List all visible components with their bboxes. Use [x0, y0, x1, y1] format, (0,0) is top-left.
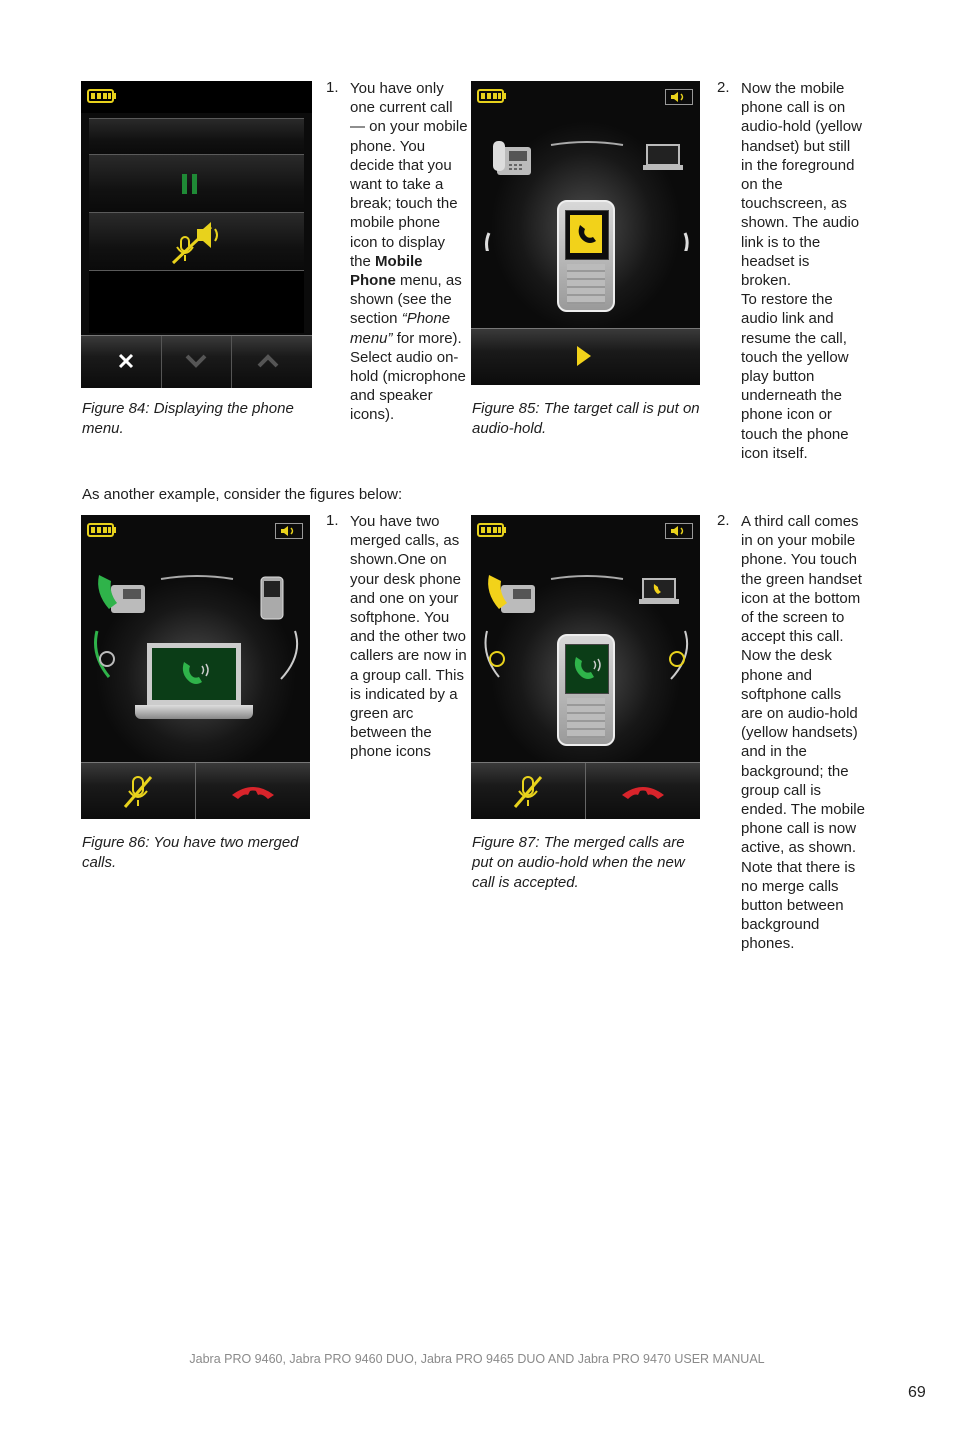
speaker-icon: [275, 523, 303, 539]
desk-phone-active-icon[interactable]: [95, 571, 151, 621]
resume-play-button[interactable]: [471, 328, 700, 385]
mute-mic-speaker-icon: [167, 219, 227, 267]
step-2b-text: [741, 512, 865, 954]
step-text: You have two merged calls, as shown.One on your desk phone and one on your softphone. You and the other two callers are now in a group call. This is indicated by a green arc between the phone icons: [350, 513, 467, 761]
figure-87-screen: [471, 515, 700, 819]
status-bar: [81, 81, 312, 113]
end-call-icon: [620, 781, 666, 801]
pause-icon: [181, 173, 199, 195]
call-action-bar: [81, 762, 310, 819]
figure-84-screen: [81, 81, 312, 388]
step-number: 1.: [326, 79, 339, 96]
page-number: 69: [908, 1384, 926, 1401]
status-bar: [471, 515, 700, 547]
handset-active-icon: [572, 655, 604, 683]
battery-icon: [477, 89, 507, 103]
battery-icon: [87, 523, 117, 537]
mobile-phone-icon[interactable]: [557, 200, 615, 312]
status-bar: [471, 81, 700, 113]
step-text: Now the desk phone and softphone calls are on audio-hold (yellow handsets) and in the background; the group call is ended. The mobile phone call is now active, as shown. Note that there is no merge calls button between background phones.: [741, 647, 865, 953]
laptop-icon[interactable]: [643, 143, 683, 173]
chevron-up-icon: [257, 354, 279, 368]
mobile-phone-icon[interactable]: [259, 575, 285, 621]
status-bar: [81, 515, 310, 547]
play-icon: [576, 345, 592, 367]
step-text: You have only one current call — on your mobile phone. You decide that you want to take a break; touch the mobile phone icon to display the: [350, 80, 468, 270]
speaker-icon: [665, 89, 693, 105]
call-action-bar: [471, 762, 700, 819]
battery-icon: [477, 523, 507, 537]
pause-button[interactable]: [89, 154, 304, 213]
battery-icon: [87, 89, 117, 103]
mute-button[interactable]: [81, 763, 196, 819]
laptop-hold-icon[interactable]: [639, 577, 679, 609]
menu-row-empty: [89, 270, 304, 333]
figure-86-caption: Figure 86: You have two merged calls.: [82, 834, 299, 871]
mobile-phone-active-icon[interactable]: [557, 634, 615, 746]
close-button[interactable]: [89, 336, 162, 388]
section-reference: “Phone menu”: [350, 310, 451, 347]
handset-active-icon: [180, 660, 212, 688]
figure-84-caption: Figure 84: Displaying the phone menu.: [82, 400, 294, 437]
step-text: A third call comes in on your mobile phone. You touch the green handset icon at the bottom of the screen to accept this call.: [741, 513, 862, 646]
step-text: menu, as shown (see the section: [350, 272, 462, 328]
scroll-down-button[interactable]: [161, 336, 232, 388]
handset-hold-icon: [576, 223, 598, 245]
close-icon: [117, 352, 135, 370]
figure-85-caption: Figure 85: The target call is put on audio-hold.: [472, 400, 700, 437]
end-call-button[interactable]: [586, 763, 700, 819]
step-text: Now the mobile phone call is on audio-hold (yellow handset) but still in the foreground on the touchscreen, as shown. The audio link is to the headset is broken.: [741, 80, 862, 290]
desk-phone-hold-icon[interactable]: [485, 571, 541, 621]
mute-button[interactable]: [471, 763, 586, 819]
step-number: 2.: [717, 512, 730, 529]
end-call-button[interactable]: [196, 763, 310, 819]
page-footer: Jabra PRO 9460, Jabra PRO 9460 DUO, Jabra PRO 9465 DUO AND Jabra PRO 9470 USER MANUAL: [189, 1352, 765, 1366]
step-2-text: [741, 79, 863, 463]
menu-bottom-bar: [81, 335, 312, 388]
scroll-up-button[interactable]: [231, 336, 304, 388]
speaker-icon: [665, 523, 693, 539]
figure-86-screen: [81, 515, 310, 819]
step-number: 1.: [326, 512, 339, 529]
menu-name: Mobile Phone: [350, 252, 423, 290]
mute-mic-icon: [511, 773, 545, 809]
figure-85-screen: [471, 81, 700, 385]
step-text: To restore the audio link and resume the call, touch the yellow play button underneath the phone icon or touch the phone icon itself.: [741, 291, 849, 462]
intro-text: As another example, consider the figures below:: [82, 486, 403, 503]
mute-mic-icon: [121, 773, 155, 809]
step-1b-text: [350, 512, 468, 762]
figure-87-caption: Figure 87: The merged calls are put on audio-hold when the new call is accepted.: [472, 834, 685, 891]
desk-phone-icon[interactable]: [491, 135, 535, 179]
chevron-down-icon: [185, 354, 207, 368]
end-call-icon: [230, 781, 276, 801]
softphone-laptop-icon[interactable]: [135, 643, 255, 725]
audio-hold-button[interactable]: [89, 212, 304, 271]
menu-row-blank: [89, 118, 304, 155]
step-number: 2.: [717, 79, 730, 96]
step-text: for more). Select audio on-hold (microphone and speaker icons).: [350, 329, 466, 424]
step-1-text: [350, 79, 468, 425]
